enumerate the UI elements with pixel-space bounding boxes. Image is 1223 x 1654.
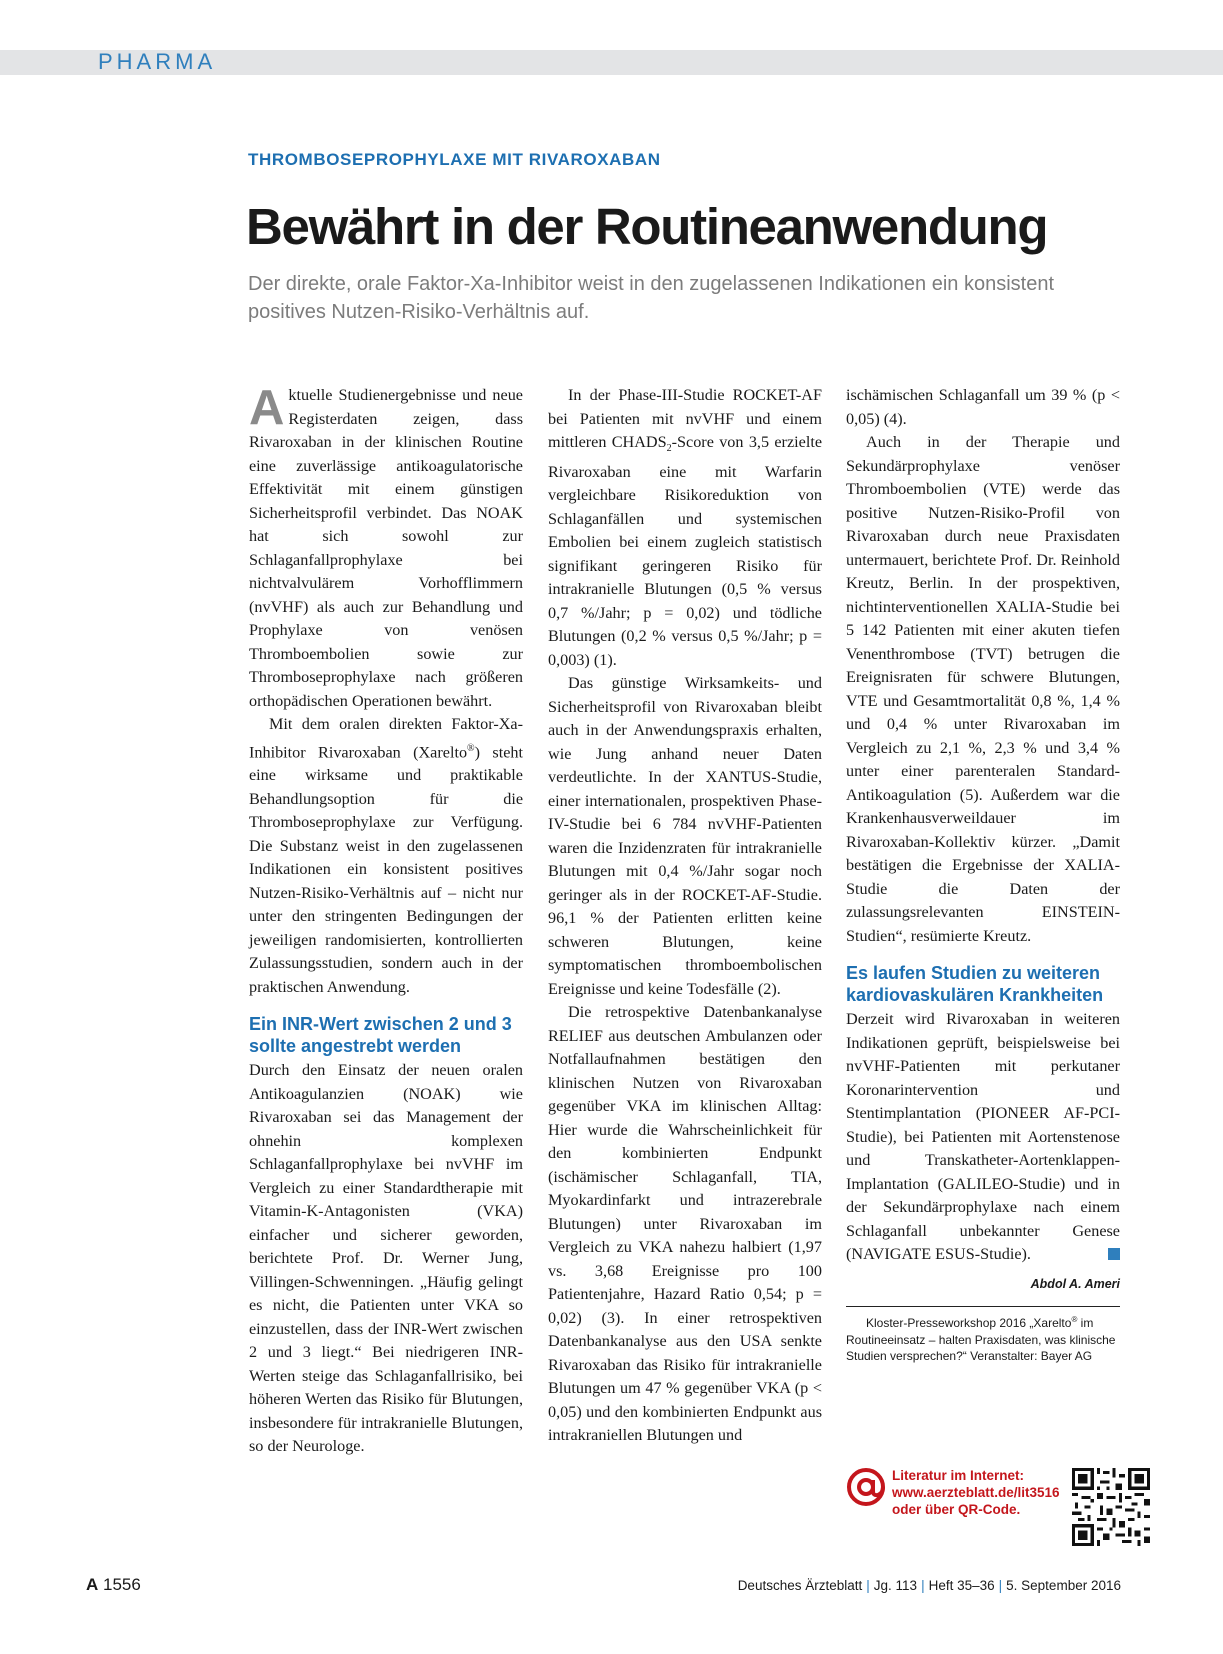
literature-qr-hint: oder über QR-Code. [892,1502,1021,1517]
subheading: Es laufen Studien zu weiteren kardiovaskulären Krankheiten [846,963,1104,1005]
article-column-2 [548,384,822,1448]
article-kicker: THROMBOSEPROPHYLAXE MIT RIVAROXABAN [248,150,661,169]
footnote: Kloster-Presseworkshop 2016 „Xarelto® im Routineeinsatz – halten Praxisdaten, was klinische Studien versprechen?“ Veranstalter: Bayer AG [846,1315,1116,1363]
page-number: A 1556 [86,1575,141,1594]
paragraph: Die retrospektive Datenbankanalyse RELIEF aus deutschen Ambulanzen oder Notfallaufnahmen bestätigen den klinischen Nutzen von Rivaroxaban gegenüber VKA im klinischen Alltag: Hier wurde die Wahrscheinlichkeit für den kombinierten Endpunkt (ischämischer Schlaganfall, TIA, Myokardinfarkt und intrazerebrale Blutungen) unter Rivaroxaban im Vergleich zu VKA nahezu halbiert (1,97 vs. 3,68 Ereignisse pro 100 Patientenjahre, Hazard Ratio 0,54; p = 0,02) (3). In einer retrospektiven Datenbankanalyse aus den USA senkte Rivaroxaban das Risiko für intrakranielle Blutungen um 47 % gegenüber VKA (p < 0,05) und den kombinierten Endpunkt aus intrakraniellen Blutungen und [548,1003,822,1445]
separator: | [998,1578,1003,1593]
article-column-1 [249,381,523,1459]
paragraph: Das günstige Wirksamkeits- und Sicherheitsprofil von Rivaroxaban bleibt auch in der Anwendungspraxis erhalten, wie Jung anhand neuer Daten verdeutlichte. In der XANTUS-Studie, einer internationalen, prospektiven Phase-IV-Studie bei 6 784 nvVHF-Patienten waren die Inzidenzraten für intrakranielle Blutungen mit 0,4 %/Jahr sogar noch geringer als in der ROCKET-AF-Studie. 96,1 % der Patienten erlitten keine schweren Blutungen, keine symptomatischen thromboembolischen Ereignisse und keine Todesfälle (2). [548,674,822,998]
dropcap: A [249,381,285,435]
subheading: Ein INR-Wert zwischen 2 und 3 sollte angestrebt werden [249,1014,512,1057]
separator: | [921,1578,925,1593]
end-mark-icon [1108,1248,1120,1260]
journal-date: 5. September 2016 [1006,1578,1121,1593]
paragraph: Auch in der Therapie und Sekundärprophylaxe venöser Thromboembolien (VTE) werde das positive Nutzen-Risiko-Profil von Rivaroxaban durch neue Praxisdaten untermauert, berichtete Prof. Dr. Reinhold Kreutz, Berlin. In der prospektiven, nichtinterventionellen XALIA-Studie bei 5 142 Patienten mit einer akuten tiefen Venenthrombose (TVT) betrugen die Ereignisraten für schwere Blutungen, VTE und Gesamtmortalität 0,8 %, 1,4 % und 0,4 % unter Rivaroxaban im Vergleich zu 2,1 %, 2,3 % und 3,4 % unter einer parenteralen Standard-Antikoagulation (5). Außerdem war die Krankenhausverweildauer im Rivaroxaban-Kollektiv kürzer. „Damit bestätigen die Ergebnisse der XALIA-Studie die Daten der zulassungsrelevanten EINSTEIN-Studien“, resümierte Kreutz. [846,433,1120,945]
author: Abdol A. Ameri [1030,1276,1120,1291]
at-sign-icon [846,1467,886,1507]
paragraph: ischämischen Schlaganfall um 39 % (p < 0,05) (4). [846,386,1120,428]
paragraph: In der Phase-III-Studie ROCKET-AF bei Patienten mit nvVHF und einem mittleren $CHADS_2$-Score von 3,5 erzielte Rivaroxaban eine mit Warfarin vergleichbare Risikoreduktion von Schlaganfällen und systemischen Embolien bei einem zugleich statistisch signifikant geringeren Risiko für intrakranielle Blutungen (0,5 % versus 0,7 %/Jahr; p = 0,02) und tödliche Blutungen (0,2 % versus 0,5 %/Jahr; p = 0,003) (1). [548,386,822,669]
qr-code[interactable] [1072,1468,1150,1546]
literature-text [892,1467,1060,1518]
literature-link[interactable]: www.aerzteblatt.de/lit3516 [892,1485,1060,1500]
article-lead: Der direkte, orale Faktor-Xa-Inhibitor weist in den zugelassenen Indikationen ein konsistent positives Nutzen-Risiko-Verhältnis auf. [248,273,1054,323]
divider [846,1306,1120,1307]
paragraph: Mit dem oralen direkten Faktor-Xa-Inhibitor Rivaroxaban (Xarelto®) steht eine wirksame und praktikable Behandlungsoption für die Thromboseprophylaxe zur Verfügung. Die Substanz weist in den zugelassenen Indikationen ein konsistent positives Nutzen-Risiko-Verhältnis auf – nicht nur unter den stringenten Bedingungen der jeweiligen randomisierten, kontrollierten Zulassungsstudien, sondern auch in der praktischen Anwendung. [249,715,523,996]
paragraph: Durch den Einsatz der neuen oralen Antikoagulanzien (NOAK) wie Rivaroxaban sei das Management der ohnehin komplexen Schlaganfallprophylaxe bei nvVHF im Vergleich zu einer Standardtherapie mit Vitamin-K-Antagonisten (VKA) einfacher und sicherer geworden, berichtete Prof. Dr. Werner Jung, Villingen-Schwenningen. „Häufig gelingt es nicht, die Patienten unter VKA so einzustellen, dass der INR-Wert zwischen 2 und 3 liegt.“ Bei niedrigeren INR-Werten steige das Schlaganfallrisiko, bei höheren Werten das Risiko für Blutungen, insbesondere für intrakranielle Blutungen, so der Neurologe. [249,1061,523,1456]
section-label: PHARMA [98,49,217,74]
journal-name: Deutsches Ärzteblatt [737,1578,863,1593]
journal-info [738,1578,1121,1593]
journal-issue: Heft 35–36 [928,1578,995,1593]
article-title: Bewährt in der Routineanwendung [246,198,1048,255]
article-column-3 [846,384,1120,1365]
paragraph: Aktuelle Studienergebnisse und neue Registerdaten zeigen, dass Rivaroxaban in der klinischen Routine eine zuverlässige antikoagulatorische Effektivität mit einem günstigen Sicherheitsprofil verbindet. Das NOAK hat sich sowohl zur Schlaganfallprophylaxe bei nichtvalvulärem Vorhofflimmern (nvVHF) als auch zur Behandlung und Prophylaxe von venösen Thromboembolien sowie zur Thromboseprophylaxe nach größeren orthopädischen Operationen bewährt. [249,381,523,710]
paragraph: Derzeit wird Rivaroxaban in weiteren Indikationen geprüft, beispielsweise bei nvVHF-Patienten mit perkutaner Koronarintervention und Stentimplantation (PIONEER AF-PCI-Studie), bei Patienten mit Aortenstenose und Transkatheter-Aortenklappen-Implantation (GALILEO-Studie) und in der Sekundärprophylaxe nach einem Schlaganfall unbekannter Genese (NAVIGATE ESUS-Studie). [846,1010,1120,1263]
journal-volume: Jg. 113 [873,1578,918,1593]
literature-label: Literatur im Internet: [892,1468,1025,1483]
separator: | [866,1578,870,1593]
